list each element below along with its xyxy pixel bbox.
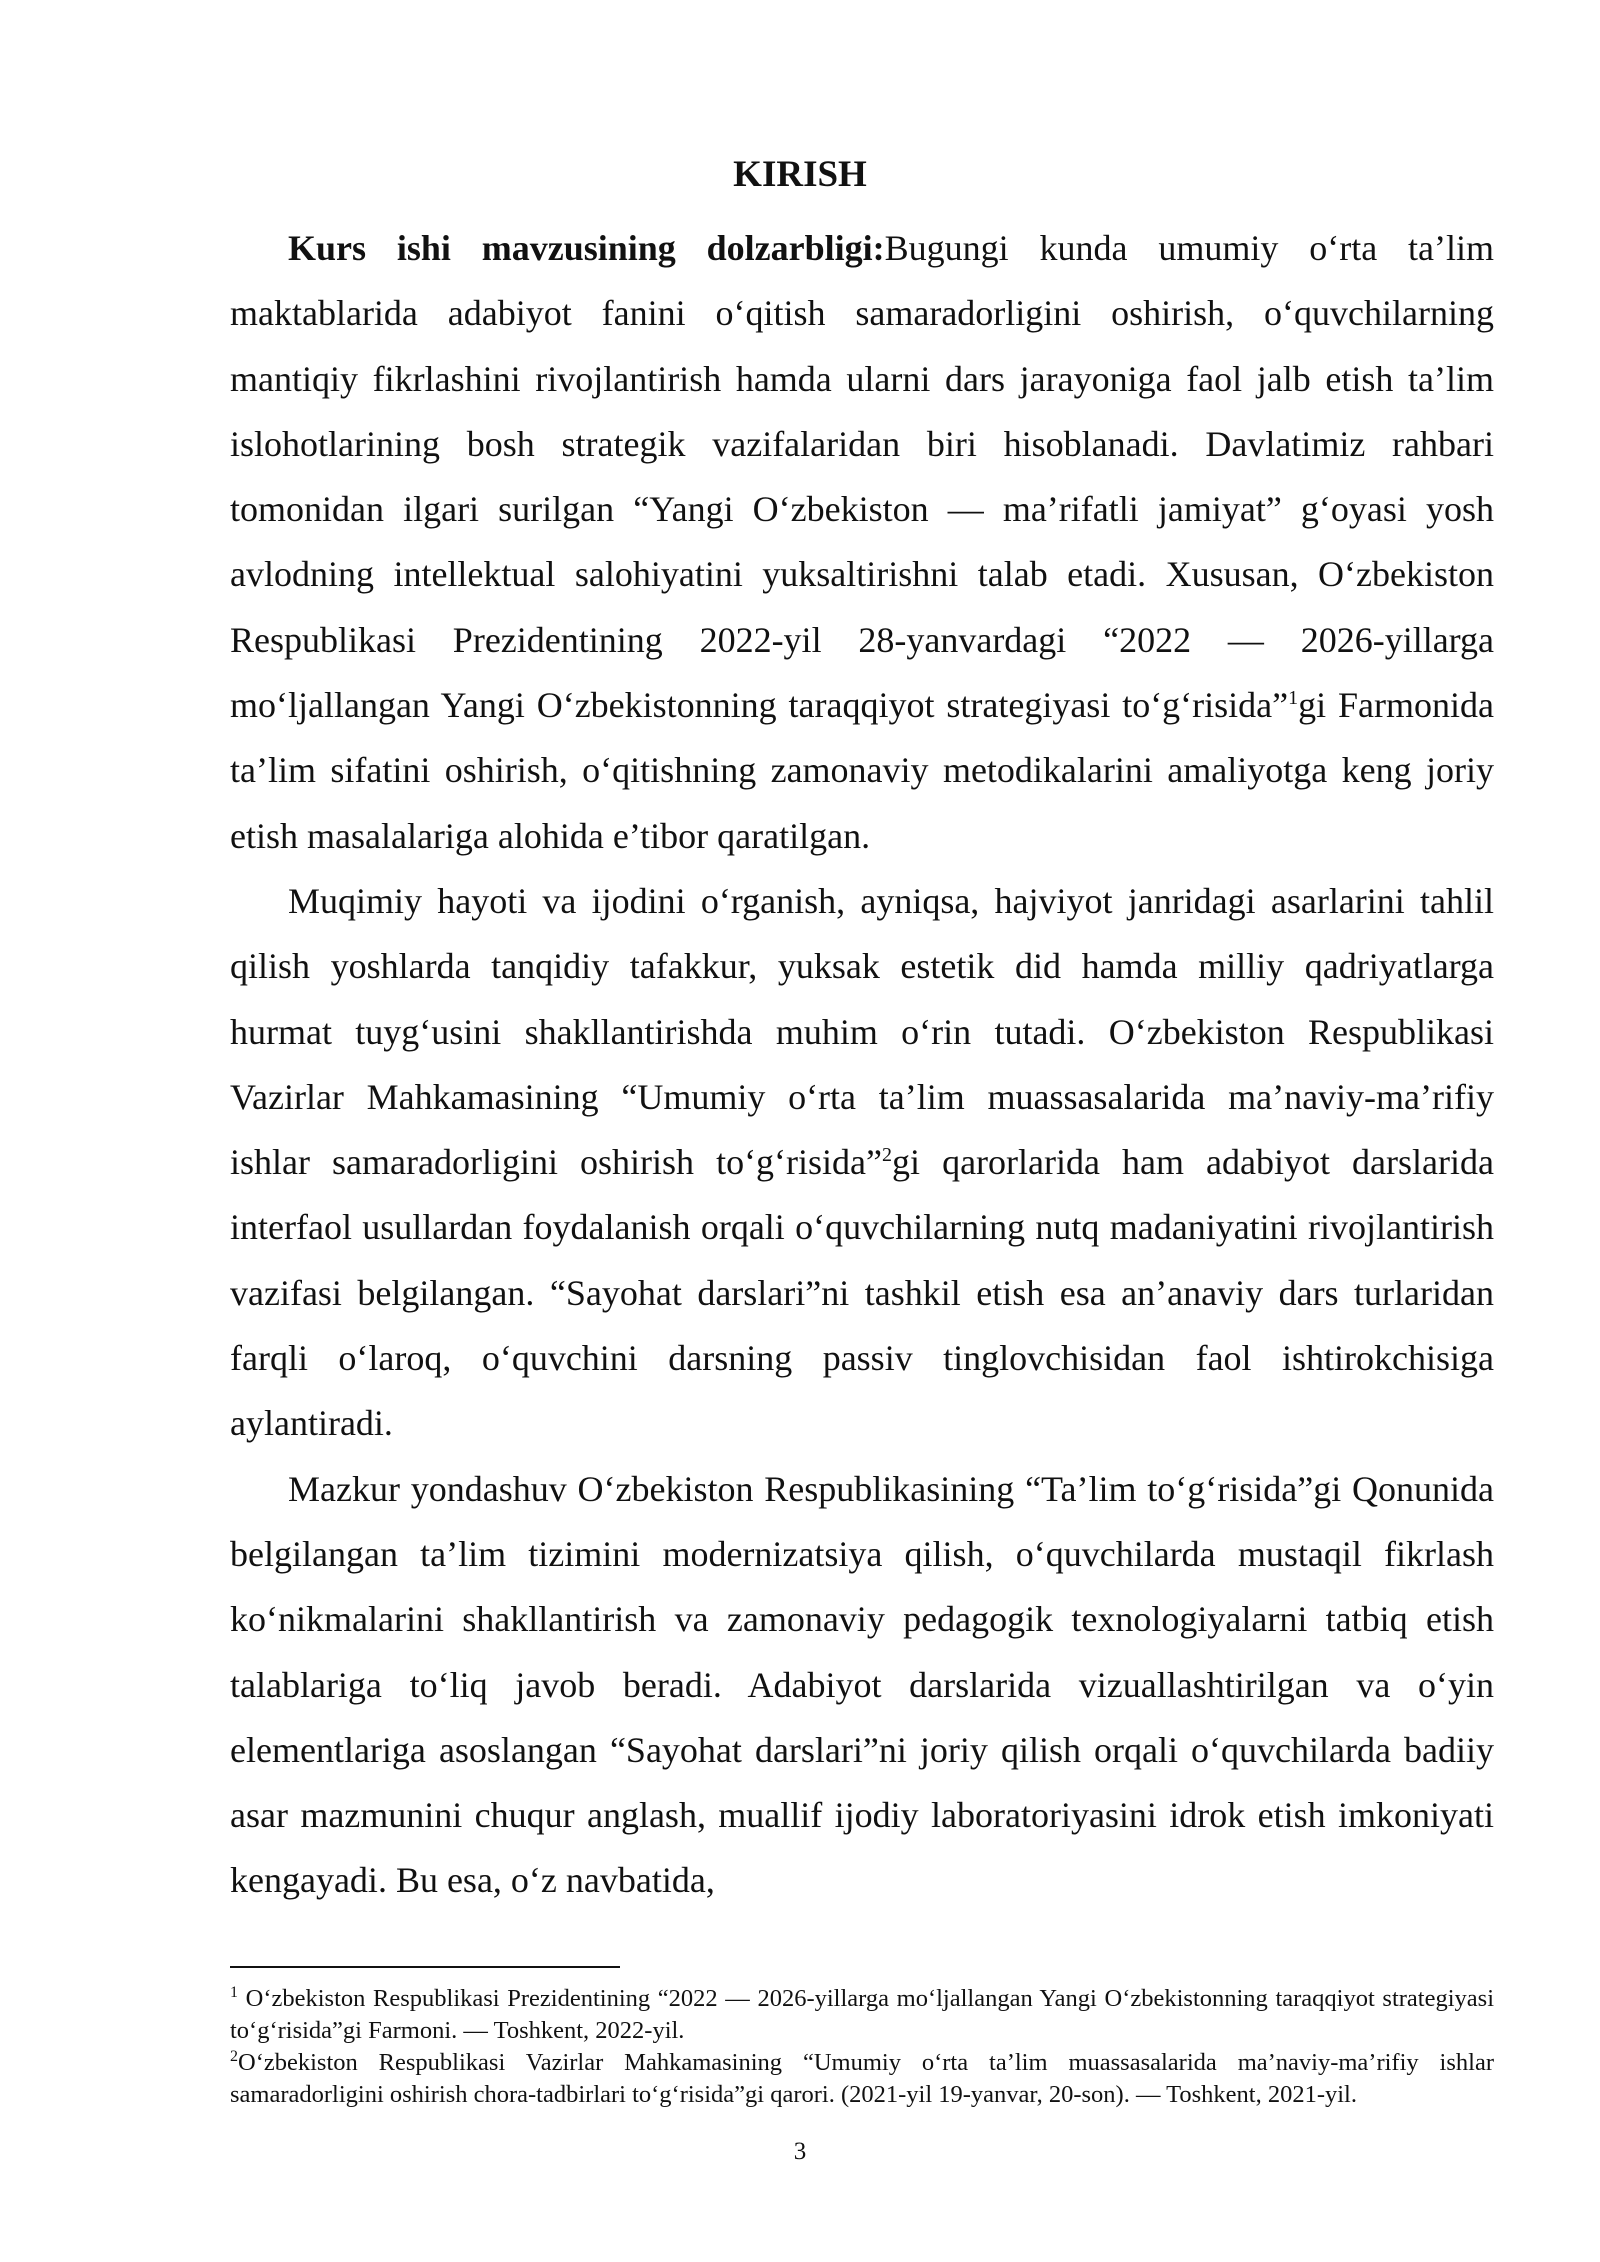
footnote-mark: 2 <box>230 2047 238 2065</box>
footnote-2 <box>230 2047 1494 2111</box>
footnote-text: O‘zbekiston Respublikasi Prezidentining “2022 — 2026-yillarga mo‘ljallangan Yangi O‘zbekistonning taraqqiyot strategiyasi to‘g‘risida”gi Farmoni. — Toshkent, 2022-yil. <box>230 1985 1494 2044</box>
footnote-separator <box>230 1966 620 1968</box>
paragraph-relevance <box>230 216 1494 869</box>
paragraph-text: Bugungi kunda umumiy o‘rta ta’lim maktablarida adabiyot fanini o‘qitish samaradorligini oshirish, o‘quvchilarning mantiqiy fikrlashini rivojlantirish hamda ularni dars jarayoniga faol jalb etish ta’lim islohotlarining bosh strategik vazifalaridan biri hisoblanadi. Davlatimiz rahbari tomonidan ilgari surilgan “Yangi O‘zbekiston — ma’rifatli jamiyat” g‘oyasi yosh avlodning intellektual salohiyatini yuksaltirishni talab etadi. Xususan, O‘zbekiston Respublikasi Prezidentining 2022-yil 28-yanvardagi “2022 — 2026-yillarga mo‘ljallangan Yangi O‘zbekistonning taraqqiyot strategiyasi to‘g‘risida” <box>230 228 1494 726</box>
paragraph-text: Mazkur yondashuv O‘zbekiston Respublikasining “Ta’lim to‘g‘risida”gi Qonunida belgilangan ta’lim tizimini modernizatsiya qilish, o‘quvchilarda mustaqil fikrlash ko‘nikmalarini shakllantirish va zamonaviy pedagogik texnologiyalarni tatbiq etish talablariga to‘liq javob beradi. Adabiyot darslarida vizuallashtirilgan va o‘yin elementlariga asoslangan “Sayohat darslari”ni joriy qilish orqali o‘quvchilarda badiiy asar mazmunini chuqur anglash, muallif ijodiy laboratoriyasini idrok etish imkoniyati kengayadi. Bu esa, o‘z navbatida, <box>230 1468 1494 1901</box>
paragraph-approach <box>230 1457 1494 1914</box>
paragraph-muqimiy <box>230 869 1494 1457</box>
footnote-ref[interactable]: 2 <box>882 1144 893 1167</box>
page-heading: KIRISH <box>733 154 867 195</box>
footnote-1 <box>230 1983 1494 2047</box>
footnotes <box>230 1983 1494 2111</box>
paragraph-text: gi qarorlarida ham adabiyot darslarida interfaol usullardan foydalanish orqali o‘quvchilarning nutq madaniyatini rivojlantirish vazifasi belgilangan. “Sayohat darslari”ni tashkil etish esa an’anaviy dars turlaridan farqli o‘laroq, o‘quvchini darsning passiv tinglovchisidan faol ishtirokchisiga aylantiradi. <box>230 1142 1494 1444</box>
paragraph-text: Muqimiy hayoti va ijodini o‘rganish, ayniqsa, hajviyot janridagi asarlarini tahlil qilish yoshlarda tanqidiy tafakkur, yuksak estetik did hamda milliy qadriyatlarga hurmat tuyg‘usini shakllantirishda muhim o‘rin tutadi. O‘zbekiston Respublikasi Vazirlar Mahkamasining “Umumiy o‘rta ta’lim muassasalarida ma’naviy-ma’rifiy ishlar samaradorligini oshirish to‘g‘risida” <box>230 880 1494 1183</box>
paragraph-text: gi Farmonida ta’lim sifatini oshirish, o‘qitishning zamonaviy metodikalarini amaliyotga keng joriy etish masalalariga alohida e’tibor qaratilgan. <box>230 685 1494 856</box>
body-text <box>230 216 1494 1914</box>
footnote-text: O‘zbekiston Respublikasi Vazirlar Mahkamasining “Umumiy o‘rta ta’lim muassasalarida ma’naviy-ma’rifiy ishlar samaradorligini oshirish chora-tadbirlari to‘g‘risida”gi qarori. (2021-yil 19-yanvar, 20-son). — Toshkent, 2021-yil. <box>230 2049 1494 2108</box>
footnote-mark: 1 <box>230 1983 238 2001</box>
page-number: 3 <box>793 2138 807 2165</box>
relevance-lead: Kurs ishi mavzusining dolzarbligi: <box>288 228 885 268</box>
footnote-ref[interactable]: 1 <box>1288 687 1299 710</box>
